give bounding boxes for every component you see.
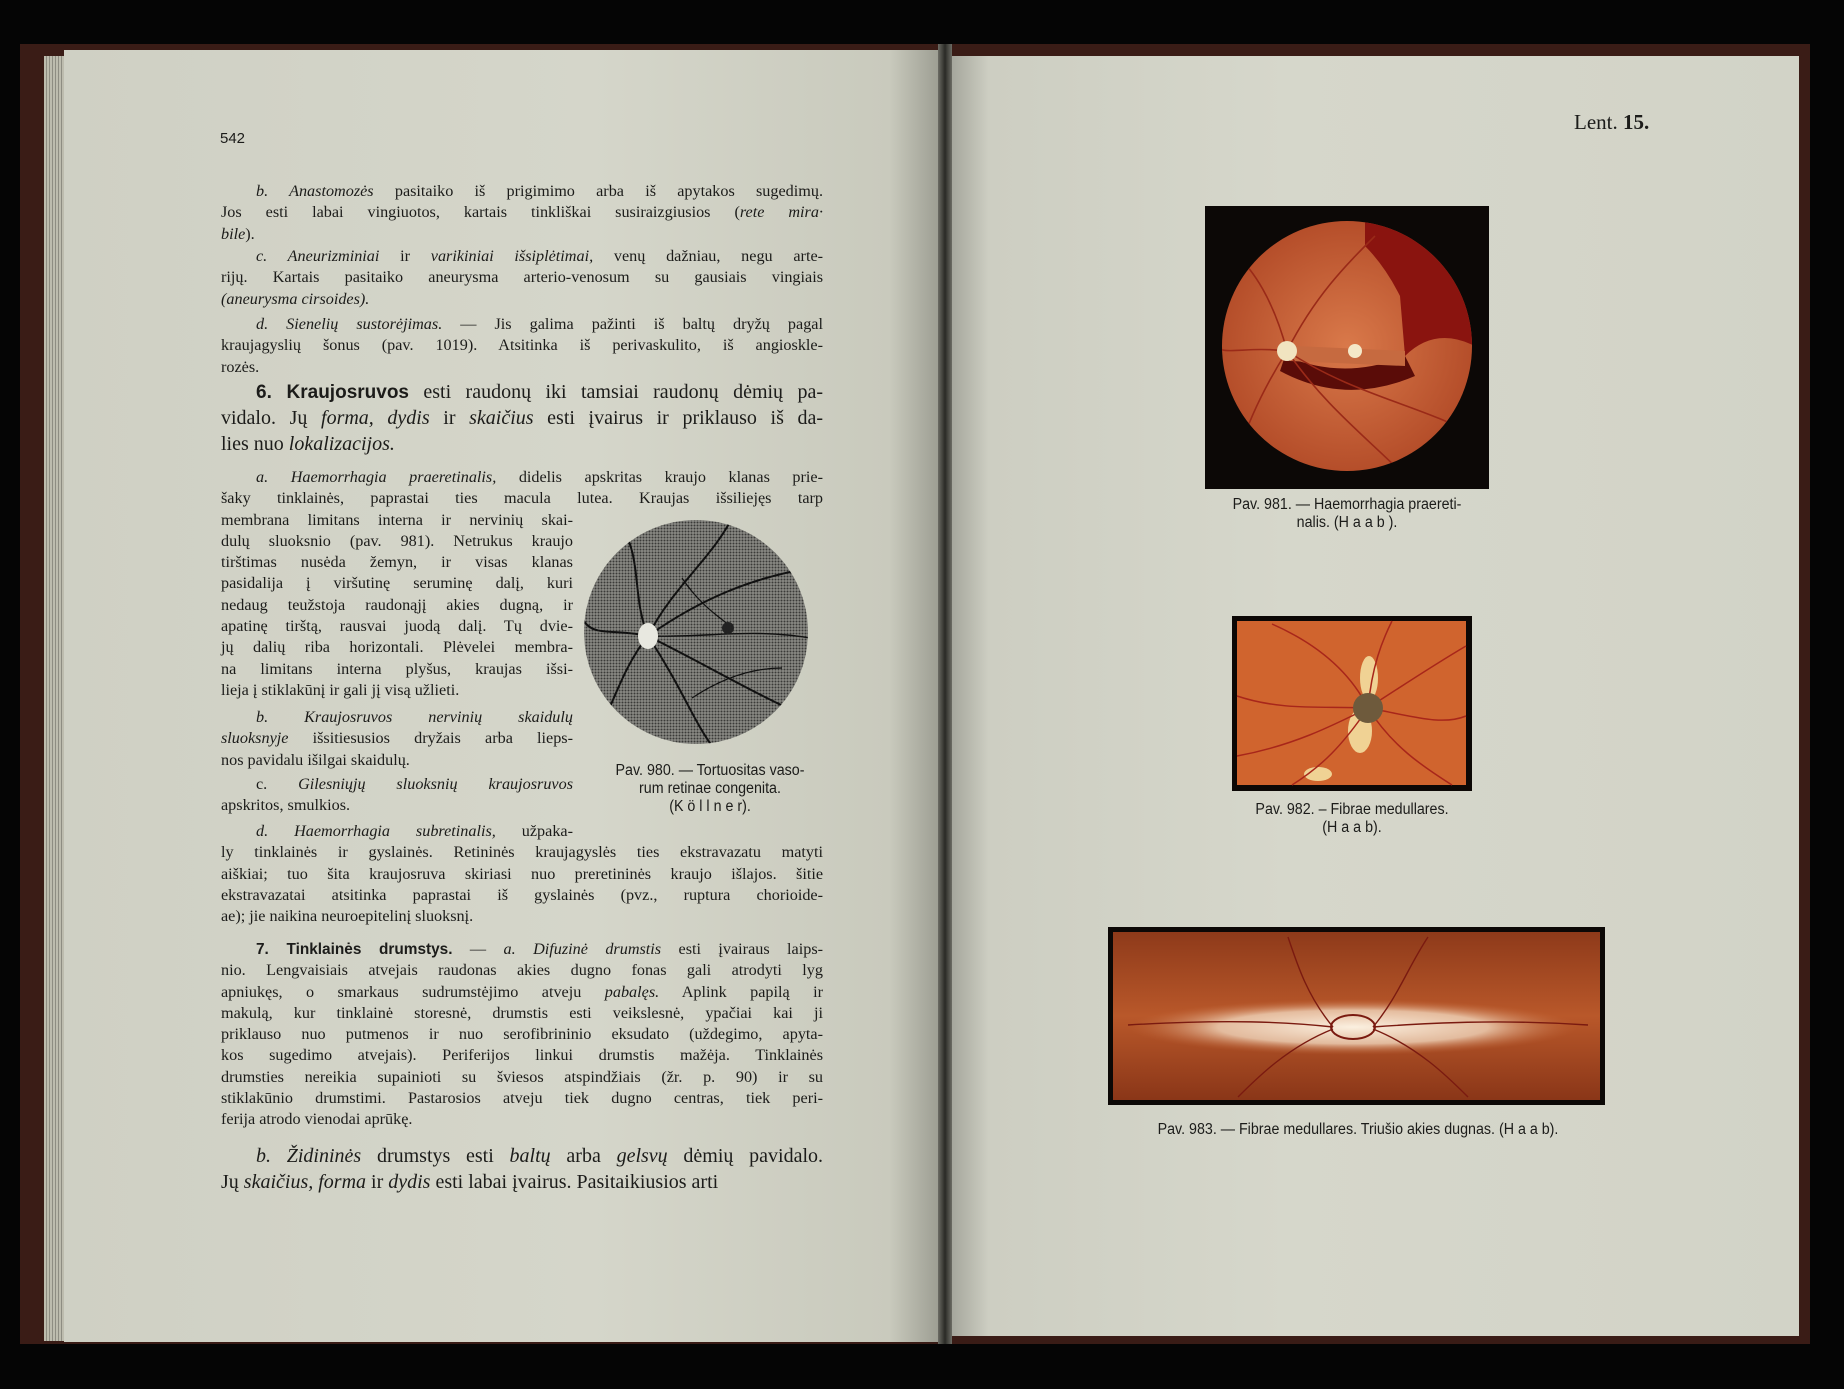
text-run: šaky tinklainės, paprastai ties macula lutea. Kraujas išsiliejęs tarp: [221, 489, 823, 508]
paragraph-anastomozes: [221, 181, 823, 245]
text-run: stiklakūnio drumstimi. Pastarosios atveju tiek dugno centras, tiek peri-: [221, 1089, 823, 1108]
italic-text: c. Aneurizminiai: [256, 247, 380, 265]
text-line: [221, 289, 823, 310]
text-line: [221, 510, 573, 531]
italic-text: b. Kraujosruvos nervinių skaidulų: [256, 708, 573, 726]
text-run: priklauso nuo putmenos ir nuo serofibrininio eksudato (uždegimo, apyta-: [221, 1025, 823, 1044]
text-line: [221, 1144, 823, 1170]
italic-text: d. Haemorrhagia subretinalis,: [256, 822, 496, 840]
text-run: ).: [245, 224, 255, 243]
text-line: [221, 842, 823, 863]
text-line: [221, 573, 573, 594]
italic-text: gelsvų: [616, 1145, 668, 1167]
text-line: [221, 467, 823, 488]
text-run: lieja į stiklakūnį ir gali jį visą užlieti.: [221, 680, 460, 699]
text-run: c.: [256, 775, 299, 793]
italic-text: dydis: [388, 1170, 431, 1193]
text-run: esti raudonų iki tamsiai raudonų dėmių pa-: [409, 381, 823, 403]
text-run: išsitiesusios dryžais arba lieps-: [288, 729, 573, 748]
paragraph-tinklaines-drumstys: [221, 939, 823, 1131]
text-line: [221, 531, 573, 552]
text-run: membrana limitans interna ir nervinių skai-: [221, 510, 573, 529]
text-line: [221, 380, 823, 406]
italic-text: b. Židininės: [256, 1145, 362, 1167]
bold-heading-text: 7. Tinklainės drumstys.: [256, 941, 453, 958]
text-run: didelis apskritas kraujo klanas prie-: [496, 468, 823, 486]
text-run: drumsties nereikia supainioti su šviesos atspindžiais (žr. p. 90) ir su: [221, 1067, 823, 1086]
text-line: [221, 1109, 823, 1130]
text-run: dėmių pavidalo.: [667, 1145, 824, 1167]
text-line: [221, 659, 573, 680]
text-run: pasitaiko iš prigimimo arba iš apytakos sugedimų.: [373, 182, 823, 200]
text-line: [221, 680, 573, 701]
text-run: makulą, kur tinklainė storesnė, drumstis esti veikslesnė, ypačiai kai ji: [221, 1003, 823, 1022]
italic-text: d. Sienelių sustorėjimas.: [256, 315, 443, 333]
text-run: ferija atrodo vienodai aprūkę.: [221, 1110, 413, 1129]
text-run: jų dalių riba horizontali. Plėvelei membra-: [221, 638, 573, 657]
text-run: Aplink papilą ir: [659, 982, 823, 1001]
figure-980-fundus-image: [582, 518, 810, 746]
italic-text: a. Haemorrhagia praeretinalis,: [256, 468, 497, 486]
text-run: pasidalija į viršutinę seruminę dalį, kuri: [221, 574, 573, 593]
caption-line: Pav. 981. — Haemorrhagia praereti-: [1232, 496, 1462, 513]
text-run: na limitans interna plyšus, kraujas išsi-: [221, 659, 573, 678]
text-line: [221, 357, 823, 378]
plate-number: 15.: [1622, 110, 1650, 134]
text-line: [221, 906, 823, 927]
text-run: vidalo. Jų: [221, 406, 322, 429]
text-run: ekstravazatai atsitinka paprastai iš gyslainės (pvz., ruptura chorioide-: [221, 885, 823, 904]
text-line: [221, 637, 573, 658]
text-line: [221, 864, 823, 885]
text-line: [221, 750, 573, 771]
caption-line: Pav. 983. — Fibrae medullares. Triušio akies dugnas. (H a a b).: [1157, 1121, 1559, 1138]
text-line: [221, 1045, 823, 1066]
text-run: —: [452, 940, 504, 958]
italic-text: forma, dydis: [321, 406, 430, 429]
text-run: lies nuo: [221, 432, 289, 455]
text-run: ir: [429, 406, 470, 429]
text-line: [221, 202, 823, 223]
caption-line: (K ö l l n e r).: [669, 798, 751, 815]
caption-line: (H a a b).: [1322, 819, 1382, 836]
italic-text: b. Anastomozės: [256, 182, 374, 200]
text-run: — Jis galima pažinti iš baltų dryžų pagal: [442, 315, 823, 333]
text-run: užpaka-: [495, 822, 574, 840]
text-line: [221, 224, 823, 245]
text-line: [221, 1024, 823, 1045]
page-number: 542: [220, 130, 246, 147]
bold-heading-text: 6. Kraujosruvos: [256, 382, 409, 403]
italic-text: lokalizacijos.: [288, 432, 395, 455]
text-run: nedaug teužstoja raudonąjį akies dugną, ir: [221, 595, 573, 614]
text-run: nio. Lengvaisiais atvejais raudonas akies dugno fonas gali atrodyti lyg: [221, 961, 823, 980]
caption-line: Pav. 982. – Fibrae medullares.: [1255, 801, 1449, 818]
text-line: [221, 616, 573, 637]
paragraph-subretinalis: [221, 821, 823, 927]
figure-982-fundus-image: [1232, 616, 1472, 791]
italic-text: baltų: [509, 1145, 551, 1167]
italic-text: a. Difuzinė drumstis: [503, 940, 662, 958]
text-line: [221, 432, 823, 458]
text-line: [221, 821, 573, 842]
figure-981-fundus-image: [1205, 206, 1489, 489]
text-line: [221, 267, 823, 288]
italic-text: rete mira·: [739, 203, 823, 222]
text-line: [221, 406, 823, 432]
text-line: [221, 1088, 823, 1109]
caption-line: nalis. (H a a b ).: [1296, 514, 1398, 531]
text-line: [221, 1170, 823, 1196]
text-run: aiškiai; tuo šita kraujosruva skiriasi nuo preretininės kraujo išlajos. šitie: [221, 864, 823, 883]
text-run: dulų sluoksnio (pav. 981). Netrukus kraujo: [221, 531, 573, 550]
text-run: rozės.: [221, 357, 260, 376]
text-line: [221, 552, 573, 573]
text-run: Jos esti labai vingiuotos, kartais tinkliškai susiraizgiusios (: [221, 203, 740, 222]
italic-text: Gilesniųjų sluoksnių kraujosruvos: [298, 775, 573, 793]
italic-text: skaičius, forma: [243, 1170, 367, 1193]
text-run: kraujagyslių šonus (pav. 1019). Atsitinka iš perivaskulito, iš angioskle-: [221, 336, 823, 355]
text-run: ae); jie naikina neuroepitelinį sluoksnį.: [221, 907, 474, 926]
text-line: [221, 960, 823, 981]
italic-text: skaičius: [469, 406, 534, 429]
book-spine-gutter: [938, 44, 952, 1344]
text-run: drumstys esti: [361, 1145, 510, 1167]
plate-label: [1574, 110, 1649, 135]
text-line: [221, 488, 823, 509]
text-line: [221, 939, 823, 960]
text-run: apskritos, smulkios.: [221, 796, 351, 815]
text-run: apniukęs, o smarkaus sudrumstėjimo atveju: [221, 982, 605, 1001]
text-run: esti labai įvairus. Pasitaikiusios arti: [430, 1170, 719, 1193]
text-run: ir: [379, 247, 431, 265]
text-run: ir: [366, 1170, 389, 1193]
text-run: nos pavidalu išilgai skaidulų.: [221, 750, 410, 769]
text-run: apatinę tirštą, rausvai juodą dalį. Tų dvie-: [221, 617, 573, 636]
plate-label-text: Lent.: [1574, 110, 1618, 134]
italic-text: pabalęs.: [604, 982, 660, 1001]
text-line: [221, 1003, 823, 1024]
figure-981-caption: [1207, 496, 1487, 532]
paragraph-aneurizminiai: [221, 246, 823, 310]
text-line: [221, 1067, 823, 1088]
text-line: [221, 314, 823, 335]
italic-text: sluoksnyje: [221, 729, 289, 748]
text-line: [221, 795, 573, 816]
paragraph-zidinines: [221, 1144, 823, 1196]
text-run: esti įvairaus laips-: [661, 940, 824, 958]
figure-983-caption: [1128, 1121, 1588, 1139]
text-line: [221, 982, 823, 1003]
text-run: kos sugedimo atvejais). Periferijos linkui drumstis mažėja. Tinklainės: [221, 1046, 823, 1065]
text-run: tirštimas nusėda žemyn, ir visas klanas: [221, 553, 573, 572]
text-run: venų dažniau, negu arte-: [593, 247, 824, 265]
text-line: [221, 246, 823, 267]
paragraph-sieneliu: [221, 314, 823, 378]
figure-980-caption: [600, 762, 821, 816]
text-run: arba: [550, 1145, 617, 1167]
text-line: [221, 885, 823, 906]
text-line: [221, 707, 573, 728]
figure-983-fundus-image: [1108, 927, 1605, 1105]
text-run: ly tinklainės ir gyslainės. Retininės kraujagyslės ties ekstravazatu matyti: [221, 843, 823, 862]
text-line: [221, 595, 573, 616]
caption-line: Pav. 980. — Tortuositas vaso-: [615, 762, 805, 779]
text-line: [221, 335, 823, 356]
caption-line: rum retinae congenita.: [639, 780, 781, 797]
text-run: Jų: [221, 1170, 244, 1193]
italic-text: (aneurysma cirsoides).: [221, 289, 370, 308]
italic-text: bile: [221, 224, 246, 243]
italic-text: varikiniai išsiplėtimai,: [430, 247, 594, 265]
text-line: [221, 181, 823, 202]
text-run: esti įvairus ir priklauso iš da-: [533, 406, 824, 429]
figure-982-caption: [1212, 801, 1492, 837]
text-line: [221, 774, 573, 795]
text-line: [221, 728, 573, 749]
text-run: rijų. Kartais pasitaiko aneurysma arterio-venosum su gausiais vingiais: [221, 268, 823, 287]
paragraph-kraujosruvos: [221, 380, 823, 457]
